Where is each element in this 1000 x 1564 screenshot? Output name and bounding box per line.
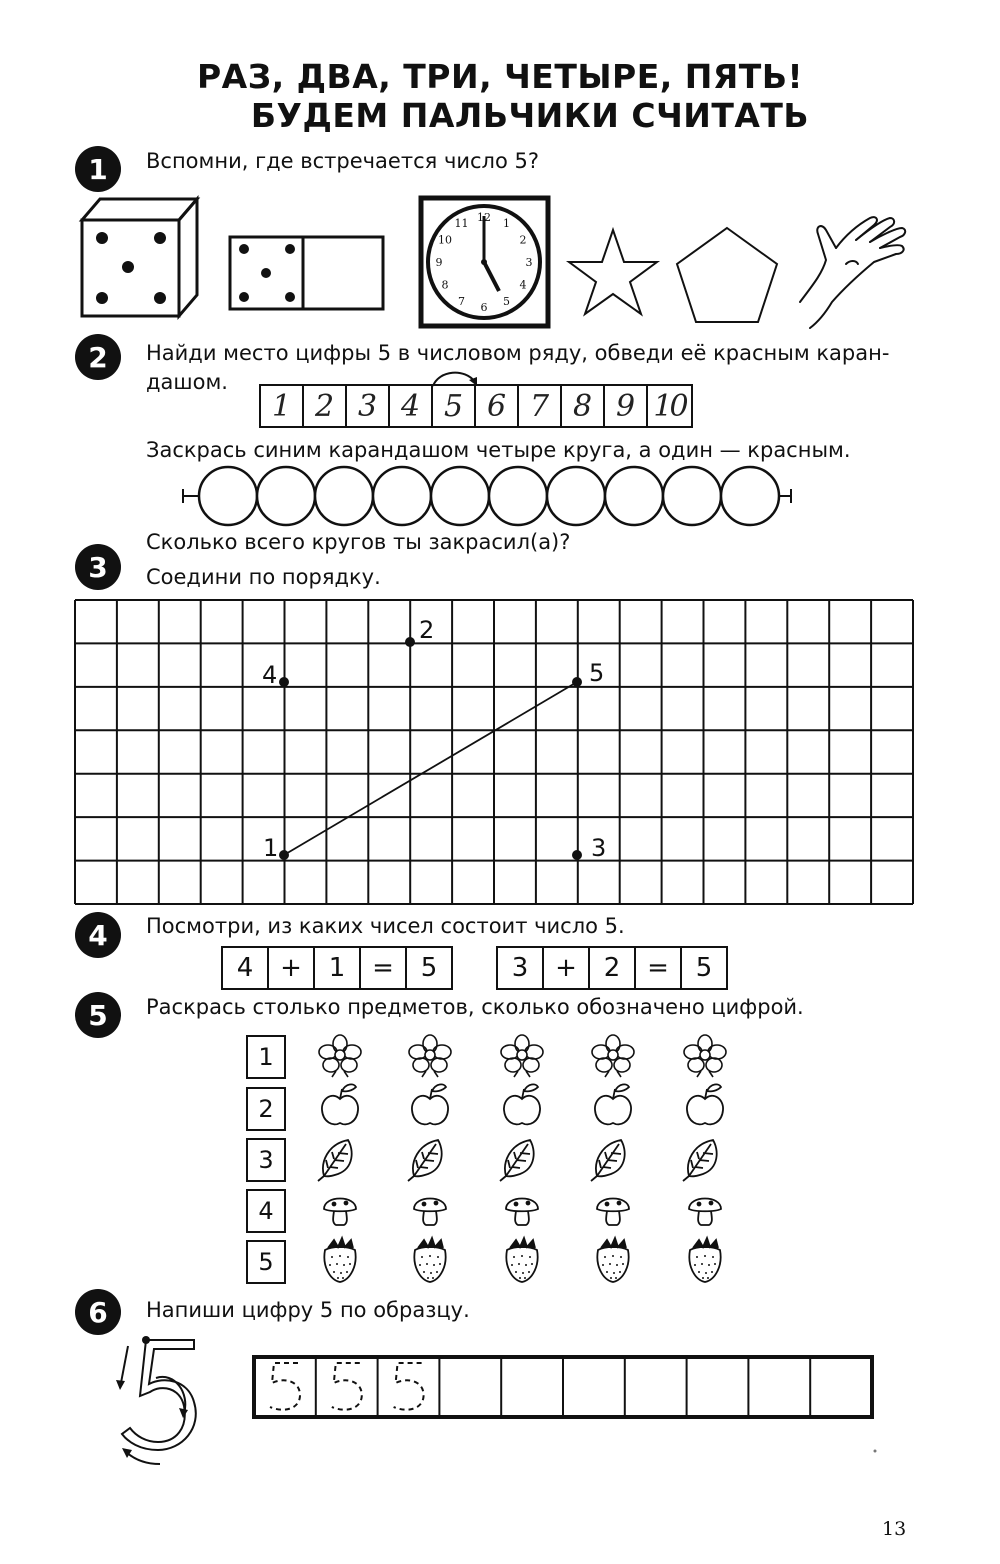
task-4-number: 4 bbox=[75, 912, 121, 958]
number-cell[interactable]: 3 bbox=[345, 386, 388, 426]
traced-five bbox=[270, 1363, 300, 1410]
number-cell-five[interactable]: 5 bbox=[431, 386, 474, 426]
clock-number: 11 bbox=[454, 217, 469, 231]
eq-cell: 5 bbox=[695, 953, 713, 983]
clock-number: 12 bbox=[477, 211, 491, 224]
task-2-question: Сколько всего кругов ты закрасил(а)? bbox=[146, 530, 571, 554]
apple-icon[interactable] bbox=[322, 1084, 358, 1124]
clock-icon bbox=[421, 198, 548, 326]
number-cell[interactable]: 2 bbox=[302, 386, 345, 426]
dice-icon bbox=[82, 199, 197, 316]
task-2-number: 2 bbox=[75, 334, 121, 380]
task-6-text: Напиши цифру 5 по образцу. bbox=[146, 1298, 470, 1322]
grid-label-5: 5 bbox=[589, 659, 605, 687]
strawberry-icon[interactable] bbox=[324, 1238, 355, 1282]
strawberry-icon[interactable] bbox=[414, 1238, 445, 1282]
apple-icon[interactable] bbox=[687, 1084, 723, 1124]
hand-icon bbox=[800, 217, 905, 328]
grid-point-2[interactable] bbox=[405, 637, 415, 647]
color-circle[interactable] bbox=[547, 467, 605, 525]
page-title-line1: РАЗ, ДВА, ТРИ, ЧЕТЫРЕ, ПЯТЬ! bbox=[196, 57, 804, 96]
grid-label-1: 1 bbox=[263, 834, 279, 862]
grid-label-2: 2 bbox=[419, 616, 435, 644]
task-2-circles-text: Заскрась синим карандашом четыре круга, а один — красным. bbox=[146, 438, 851, 462]
equation-4-plus-1 bbox=[221, 946, 453, 990]
task-3-text: Соедини по порядку. bbox=[146, 565, 381, 589]
strawberry-icon[interactable] bbox=[506, 1238, 537, 1282]
leaf-icon[interactable] bbox=[683, 1140, 717, 1181]
clock-number: 4 bbox=[519, 278, 527, 292]
grid-point-1[interactable] bbox=[279, 850, 289, 860]
eq-cell: = bbox=[636, 948, 682, 988]
mushroom-icon[interactable] bbox=[506, 1199, 538, 1226]
clock-number: 7 bbox=[458, 294, 465, 308]
task-5-text: Раскрась столько предметов, сколько обозначено цифрой. bbox=[146, 995, 804, 1019]
clock-number: 10 bbox=[438, 233, 453, 247]
task-2-text-line1: Найди место цифры 5 в числовом ряду, обведи её красным каран- bbox=[146, 341, 890, 365]
apple-icon[interactable] bbox=[595, 1084, 631, 1124]
task-1-text: Вспомни, где встречается число 5? bbox=[146, 149, 539, 173]
leaf-icon[interactable] bbox=[500, 1140, 534, 1181]
clock-number: 8 bbox=[441, 278, 449, 292]
eq-cell: + bbox=[269, 948, 315, 988]
flower-icon[interactable] bbox=[501, 1035, 543, 1077]
mushroom-icon[interactable] bbox=[597, 1199, 629, 1226]
connect-line-1-to-5 bbox=[284, 682, 577, 855]
strawberry-icon[interactable] bbox=[689, 1238, 720, 1282]
clock-number: 3 bbox=[525, 256, 533, 269]
number-row bbox=[259, 384, 693, 428]
task-5-number: 5 bbox=[75, 992, 121, 1038]
dot-grid[interactable] bbox=[74, 599, 914, 905]
number-cell[interactable]: 10 bbox=[646, 386, 691, 426]
eq-cell: 3 bbox=[498, 948, 544, 988]
row-label-1: 1 bbox=[246, 1035, 286, 1079]
task-3-number: 3 bbox=[75, 544, 121, 590]
strawberry-icon[interactable] bbox=[597, 1238, 628, 1282]
apple-icon[interactable] bbox=[412, 1084, 448, 1124]
leaf-icon[interactable] bbox=[318, 1140, 352, 1181]
sample-digit-five bbox=[110, 1332, 215, 1467]
task-4-text: Посмотри, из каких чисел состоит число 5. bbox=[146, 914, 625, 938]
writing-cells[interactable] bbox=[252, 1355, 874, 1419]
clock-number: 2 bbox=[519, 233, 527, 247]
mushroom-icon[interactable] bbox=[324, 1199, 356, 1226]
circles-row bbox=[175, 465, 800, 527]
eq-cell: 5 bbox=[420, 953, 438, 983]
eq-cell: 1 bbox=[315, 948, 361, 988]
row-label-3: 3 bbox=[246, 1138, 286, 1182]
flower-icon[interactable] bbox=[684, 1035, 726, 1077]
domino-icon bbox=[230, 237, 383, 309]
clock-number: 5 bbox=[503, 294, 510, 308]
number-cell[interactable]: 4 bbox=[388, 386, 431, 426]
flower-icon[interactable] bbox=[409, 1035, 451, 1077]
row-label-2: 2 bbox=[246, 1087, 286, 1131]
number-cell[interactable]: 9 bbox=[603, 386, 646, 426]
grid-point-5[interactable] bbox=[572, 677, 582, 687]
mushroom-icon[interactable] bbox=[414, 1199, 446, 1226]
clock-number: 6 bbox=[480, 301, 488, 314]
eq-cell: = bbox=[361, 948, 407, 988]
color-circle[interactable] bbox=[199, 467, 257, 525]
clock-number: 1 bbox=[503, 217, 510, 231]
task-6-number: 6 bbox=[75, 1289, 121, 1335]
apple-icon[interactable] bbox=[504, 1084, 540, 1124]
number-cell[interactable]: 1 bbox=[259, 386, 302, 426]
number-cell[interactable]: 8 bbox=[560, 386, 603, 426]
coloring-items bbox=[300, 1030, 760, 1290]
grid-point-3[interactable] bbox=[572, 850, 582, 860]
star-icon bbox=[569, 230, 657, 314]
grid-label-3: 3 bbox=[591, 834, 607, 862]
equation-3-plus-2 bbox=[496, 946, 728, 990]
pentagon-icon bbox=[677, 228, 777, 322]
color-circle[interactable] bbox=[489, 467, 547, 525]
color-circle[interactable] bbox=[721, 467, 779, 525]
task-1-number: 1 bbox=[75, 146, 121, 192]
eq-cell: 2 bbox=[590, 948, 636, 988]
arc-arrow-icon bbox=[425, 366, 485, 388]
color-circle[interactable] bbox=[605, 467, 663, 525]
flower-icon[interactable] bbox=[319, 1035, 361, 1077]
row-label-4: 4 bbox=[246, 1189, 286, 1233]
color-circle[interactable] bbox=[431, 467, 489, 525]
color-circle[interactable] bbox=[257, 467, 315, 525]
number-cell[interactable]: 6 bbox=[474, 386, 517, 426]
eq-cell: 4 bbox=[223, 948, 269, 988]
color-circle[interactable] bbox=[373, 467, 431, 525]
color-circle[interactable] bbox=[663, 467, 721, 525]
grid-point-4[interactable] bbox=[279, 677, 289, 687]
leaf-icon[interactable] bbox=[408, 1140, 442, 1181]
row-label-5: 5 bbox=[246, 1240, 286, 1284]
traced-five bbox=[394, 1363, 424, 1410]
number-cell[interactable]: 7 bbox=[517, 386, 560, 426]
leaf-icon[interactable] bbox=[591, 1140, 625, 1181]
page-number: 13 bbox=[882, 1518, 907, 1540]
task-1-pictures bbox=[0, 190, 1000, 335]
color-circle[interactable] bbox=[315, 467, 373, 525]
mushroom-icon[interactable] bbox=[689, 1199, 721, 1226]
task-2-text-line2: дашом. bbox=[146, 370, 228, 394]
flower-icon[interactable] bbox=[592, 1035, 634, 1077]
eq-cell: + bbox=[544, 948, 590, 988]
page-title-line2: БУДЕМ ПАЛЬЧИКИ СЧИТАТЬ bbox=[250, 96, 810, 135]
traced-five bbox=[332, 1363, 362, 1410]
grid-label-4: 4 bbox=[262, 661, 278, 689]
clock-number: 9 bbox=[435, 256, 443, 269]
